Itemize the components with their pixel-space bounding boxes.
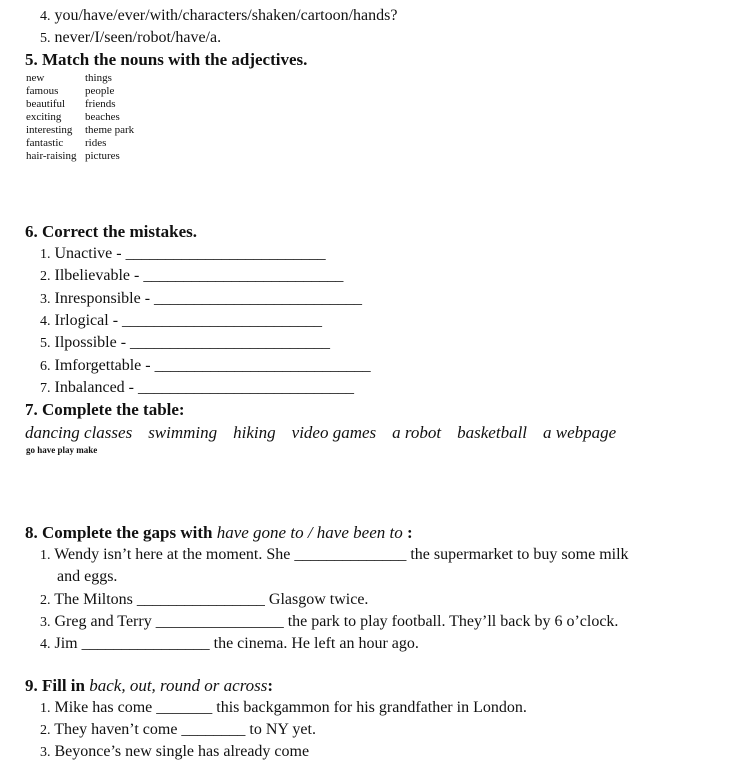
task9-item: 3. Beyonce’s new single has already come (40, 743, 310, 760)
task6-item: 7. Inbalanced - ___________________________ (40, 379, 355, 396)
task4-item-4: 4. you/have/ever/with/characters/shaken/cartoon/hands? (40, 7, 398, 24)
noun-col: things people friends beaches theme park rides pictures (85, 72, 135, 162)
task7-heading: 7. Complete the table: (25, 400, 185, 419)
task6-heading: 6. Correct the mistakes. (25, 222, 198, 241)
task9-item: 2. They haven’t come ________ to NY yet. (40, 721, 316, 738)
task6-item: 2. Ilbelievable - _________________________ (40, 267, 344, 284)
activity-word-list: dancing classes swimming hiking video games a robot basketball a webpage (25, 423, 617, 442)
task5-heading: 5. Match the nouns with the adjectives. (25, 50, 308, 69)
task6-item: 6. Imforgettable - ___________________________ (40, 357, 371, 374)
task6-item: 1. Unactive - _________________________ (40, 245, 326, 262)
verb-headers: go have play make (26, 445, 98, 455)
task6-item: 5. Ilpossible - _________________________ (40, 334, 331, 351)
task8-item-continued: and eggs. (57, 568, 118, 585)
task6-item: 4. Irlogical - _________________________ (40, 312, 323, 329)
task8-item: 2. The Miltons ________________ Glasgow twice. (40, 591, 369, 608)
task8-item: 1. Wendy isn’t here at the moment. She ______________ the supermarket to buy some milk (40, 546, 629, 563)
task8-item: 3. Greg and Terry ________________ the park to play football. They’ll back by 6 o’clock. (40, 613, 619, 630)
task9-item: 1. Mike has come _______ this backgammon for his grandfather in London. (40, 699, 527, 716)
task4-item-5: 5. never/I/seen/robot/have/a. (40, 29, 222, 46)
task9-heading: 9. Fill in back, out, round or across: (25, 676, 274, 695)
task6-item: 3. Inresponsible - __________________________ (40, 290, 363, 307)
task8-item: 4. Jim ________________ the cinema. He left an hour ago. (40, 635, 419, 652)
task8-heading: 8. Complete the gaps with have gone to / have been to : (25, 523, 413, 542)
adjective-col: new famous beautiful exciting interesting fantastic hair-raising (26, 72, 77, 162)
